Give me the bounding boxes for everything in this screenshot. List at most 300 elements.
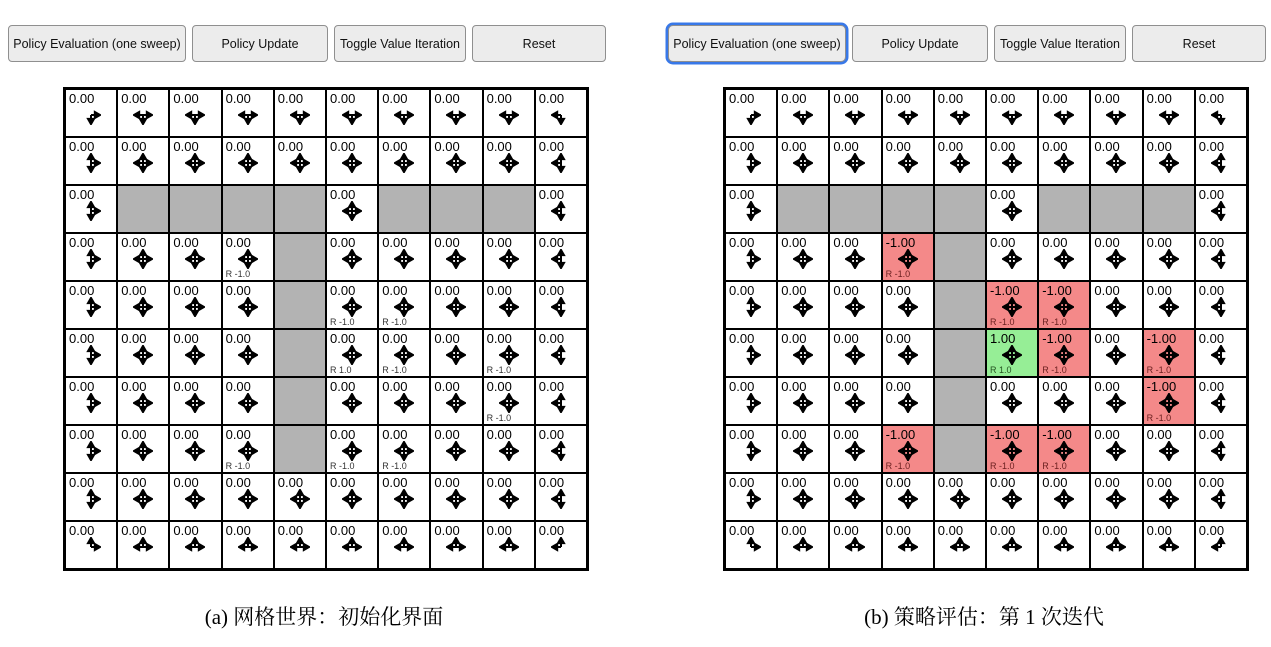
policy-arrows-icon [170,393,220,413]
cell-value: 0.00 [729,523,755,538]
policy-arrows-icon [327,345,377,365]
cell-value: 0.00 [225,523,251,538]
cell-value: 0.00 [434,475,460,490]
cell-value: 0.00 [538,427,565,442]
cell-value: 0.00 [781,523,807,538]
policy-arrows-icon [1091,345,1141,365]
cell-value: -1.00 [885,427,916,442]
cell-value: 0.00 [277,91,304,106]
policy-arrows-icon [726,345,776,365]
policy-arrows-icon [1196,249,1246,269]
cell-value: 0.00 [486,523,512,538]
policy-arrows-icon [1039,489,1089,509]
policy-arrows-icon [536,489,586,509]
cell-value: 0.00 [885,475,911,490]
policy-arrows-icon [935,537,985,557]
policy-arrows-icon [830,441,880,461]
gridworld-panel-b [723,87,1249,571]
state-cell [1143,233,1195,281]
state-cell [725,233,777,281]
cell-value: 0.00 [990,139,1016,154]
cell-value: -1.00 [990,283,1020,298]
cell-value: 0.00 [781,475,807,490]
policy-arrows-icon [118,489,168,509]
cell-value: 0.00 [1094,331,1120,346]
policy-arrows-icon [379,345,429,365]
state-cell [829,137,881,185]
state-cell [725,185,777,233]
state-cell [1195,233,1247,281]
cell-value: 0.00 [330,379,356,394]
cell-value: -1.00 [990,427,1020,442]
cell-value: 0.00 [382,91,408,106]
policy-arrows-icon [830,537,880,557]
cell-value: 0.00 [937,91,964,106]
cell-value: 0.00 [486,331,512,346]
cell-value: 0.00 [330,187,356,202]
policy-arrows-icon [484,489,534,509]
cell-value: 0.00 [434,379,460,394]
policy-arrows-icon [883,393,933,413]
cell-value: 0.00 [121,331,147,346]
cell-value: 0.00 [990,379,1016,394]
state-cell [986,473,1038,521]
cell-value: 0.00 [69,139,95,154]
cell-value: 0.00 [69,235,95,250]
policy-evaluation-button[interactable]: Policy Evaluation (one sweep) [8,25,186,62]
cell-value: 0.00 [1198,235,1225,250]
state-cell [117,89,169,137]
cell-value: 0.00 [729,427,755,442]
state-cell [326,425,378,473]
policy-arrows-icon [883,105,933,125]
cell-value: 0.00 [434,427,460,442]
policy-arrows-icon [726,105,776,125]
cell-value: 0.00 [1042,475,1068,490]
policy-arrows-icon [1091,153,1141,173]
state-cell [934,89,986,137]
state-cell [483,425,535,473]
state-cell [326,521,378,569]
wall-cell [934,233,986,281]
cell-value: 0.00 [1042,139,1068,154]
cell-value: 0.00 [382,475,408,490]
cell-value: 0.00 [781,283,807,298]
state-cell [1195,185,1247,233]
state-cell [430,377,482,425]
state-cell [725,377,777,425]
cell-value: 0.00 [833,139,859,154]
state-cell [222,89,274,137]
cell-value: 0.00 [990,91,1016,106]
policy-arrows-icon [935,105,985,125]
policy-arrows-icon [275,105,325,125]
reward-label: R -1.0 [990,461,1015,471]
cell-value: 0.00 [937,523,964,538]
state-cell [483,137,535,185]
cell-value: 0.00 [225,235,251,250]
state-cell [777,281,829,329]
state-cell [725,521,777,569]
policy-arrows-icon [223,249,273,269]
wall-cell [274,281,326,329]
state-cell [117,281,169,329]
cell-value: 0.00 [1146,235,1172,250]
reward-label: R -1.0 [885,269,911,279]
policy-arrows-icon [536,537,586,557]
state-cell [430,233,482,281]
policy-arrows-icon [170,345,220,365]
wall-cell [274,185,326,233]
cell-value: 0.00 [833,235,859,250]
cell-value: 0.00 [538,379,565,394]
policy-arrows-icon [935,153,985,173]
cell-value: 0.00 [121,91,147,106]
cell-value: 0.00 [69,427,95,442]
state-cell [378,329,430,377]
cell-value: 0.00 [1042,91,1068,106]
cell-value: 0.00 [69,379,95,394]
wall-cell [430,185,482,233]
cell-value: 0.00 [69,523,95,538]
policy-arrows-icon [536,345,586,365]
reward-label: R -1.0 [1042,461,1067,471]
state-cell [222,425,274,473]
state-cell [1038,521,1090,569]
policy-arrows-icon [1196,441,1246,461]
reward-label: R 1.0 [990,365,1012,375]
cell-value: -1.00 [1042,427,1072,442]
state-cell [829,329,881,377]
policy-arrows-icon [1039,297,1089,317]
policy-arrows-icon [327,489,377,509]
state-cell [378,281,430,329]
state-cell [1090,521,1142,569]
policy-arrows-icon [66,489,116,509]
cell-value: 0.00 [1198,139,1225,154]
policy-arrows-icon [379,249,429,269]
state-cell [535,89,587,137]
state-cell [222,137,274,185]
wall-cell [829,185,881,233]
policy-arrows-icon [778,393,828,413]
state-cell [117,377,169,425]
policy-arrows-icon [1196,105,1246,125]
cell-value: 0.00 [1198,475,1225,490]
state-cell [986,425,1038,473]
state-cell [725,425,777,473]
state-cell [430,425,482,473]
cell-value: 0.00 [781,139,807,154]
reward-label: R -1.0 [1146,365,1172,375]
state-cell [326,377,378,425]
policy-arrows-icon [778,345,828,365]
wall-cell [934,281,986,329]
state-cell [222,377,274,425]
policy-arrows-icon [118,153,168,173]
state-cell [1090,233,1142,281]
toggle-value-iteration-button[interactable]: Toggle Value Iteration [994,25,1126,62]
cell-value: 0.00 [382,139,408,154]
cell-value: 0.00 [486,139,512,154]
policy-arrows-icon [987,345,1037,365]
policy-arrows-icon [1144,489,1194,509]
policy-arrows-icon [726,153,776,173]
state-cell [378,521,430,569]
policy-arrows-icon [1091,105,1141,125]
state-cell [882,89,934,137]
policy-update-button[interactable]: Policy Update [192,25,328,62]
state-cell [117,521,169,569]
state-cell [169,521,221,569]
policy-arrows-icon [223,393,273,413]
gridworld-panel-a [63,87,589,571]
policy-arrows-icon [484,297,534,317]
cell-value: 0.00 [1094,91,1120,106]
policy-arrows-icon [66,153,116,173]
policy-arrows-icon [170,441,220,461]
cell-value: 0.00 [225,331,251,346]
policy-arrows-icon [327,537,377,557]
policy-arrows-icon [726,201,776,221]
policy-arrows-icon [536,441,586,461]
state-cell [274,521,326,569]
state-cell [1090,473,1142,521]
policy-arrows-icon [987,297,1037,317]
policy-arrows-icon [431,297,481,317]
policy-arrows-icon [1196,537,1246,557]
policy-arrows-icon [431,153,481,173]
cell-value: 0.00 [1146,139,1172,154]
cell-value: 0.00 [277,139,304,154]
wall-cell [274,233,326,281]
cell-value: 0.00 [225,427,251,442]
cell-value: 0.00 [173,283,199,298]
policy-arrows-icon [431,105,481,125]
wall-cell [483,185,535,233]
policy-arrows-icon [66,201,116,221]
state-cell [117,137,169,185]
state-cell [1143,425,1195,473]
policy-arrows-icon [431,441,481,461]
state-cell [1090,89,1142,137]
state-cell [326,89,378,137]
state-cell [882,137,934,185]
state-cell [169,89,221,137]
policy-arrows-icon [883,297,933,317]
reset-button[interactable]: Reset [1132,25,1266,62]
state-cell [430,281,482,329]
policy-arrows-icon [118,537,168,557]
cell-value: 0.00 [382,331,408,346]
cell-value: 0.00 [1146,475,1172,490]
state-cell [1038,233,1090,281]
policy-arrows-icon [431,489,481,509]
state-cell [65,137,117,185]
state-cell [535,473,587,521]
policy-arrows-icon [1091,297,1141,317]
policy-arrows-icon [1144,105,1194,125]
policy-arrows-icon [883,537,933,557]
state-cell [483,89,535,137]
cell-value: 0.00 [833,523,859,538]
state-cell [65,521,117,569]
toggle-value-iteration-button[interactable]: Toggle Value Iteration [334,25,466,62]
cell-value: 0.00 [781,91,807,106]
policy-arrows-icon [778,537,828,557]
cell-value: 0.00 [69,475,95,490]
state-cell [986,329,1038,377]
cell-value: 0.00 [69,91,95,106]
state-cell [535,233,587,281]
state-cell [1038,329,1090,377]
state-cell [378,89,430,137]
policy-arrows-icon [431,393,481,413]
state-cell [378,473,430,521]
cell-value: 0.00 [121,427,147,442]
policy-arrows-icon [327,297,377,317]
state-cell [169,329,221,377]
state-cell [1195,521,1247,569]
cell-value: 0.00 [330,235,356,250]
policy-arrows-icon [987,537,1037,557]
state-cell [65,473,117,521]
policy-arrows-icon [1196,489,1246,509]
policy-arrows-icon [1039,537,1089,557]
policy-arrows-icon [66,297,116,317]
state-cell [1038,473,1090,521]
state-cell [1143,137,1195,185]
cell-value: 0.00 [885,139,911,154]
state-cell [1038,137,1090,185]
state-cell [829,521,881,569]
policy-arrows-icon [1144,249,1194,269]
wall-cell [882,185,934,233]
policy-arrows-icon [327,201,377,221]
state-cell [65,233,117,281]
state-cell [777,425,829,473]
cell-value: 0.00 [937,139,964,154]
policy-arrows-icon [987,441,1037,461]
policy-arrows-icon [987,105,1037,125]
wall-cell [117,185,169,233]
cell-value: 0.00 [225,139,251,154]
state-cell [986,281,1038,329]
policy-arrows-icon [275,153,325,173]
wall-cell [274,329,326,377]
policy-arrows-icon [118,345,168,365]
cell-value: 0.00 [1094,475,1120,490]
cell-value: 0.00 [538,187,565,202]
policy-arrows-icon [170,537,220,557]
policy-arrows-icon [1039,441,1089,461]
cell-value: 0.00 [330,523,356,538]
toolbar-panel-a [8,25,606,62]
policy-arrows-icon [830,249,880,269]
wall-cell [1090,185,1142,233]
state-cell [378,137,430,185]
policy-arrows-icon [883,345,933,365]
state-cell [1195,137,1247,185]
state-cell [882,233,934,281]
reward-label: R 1.0 [330,365,352,375]
cell-value: 0.00 [434,331,460,346]
policy-evaluation-button[interactable]: Policy Evaluation (one sweep) [668,25,846,62]
policy-arrows-icon [484,105,534,125]
policy-arrows-icon [883,249,933,269]
state-cell [169,377,221,425]
policy-arrows-icon [1039,153,1089,173]
state-cell [326,137,378,185]
cell-value: 0.00 [486,283,512,298]
policy-update-button[interactable]: Policy Update [852,25,988,62]
wall-cell [934,377,986,425]
policy-arrows-icon [118,249,168,269]
state-cell [777,233,829,281]
policy-arrows-icon [1091,489,1141,509]
state-cell [117,329,169,377]
cell-value: 0.00 [434,235,460,250]
cell-value: 0.00 [833,475,859,490]
cell-value: 0.00 [173,139,199,154]
policy-arrows-icon [726,297,776,317]
policy-arrows-icon [778,153,828,173]
policy-arrows-icon [170,297,220,317]
cell-value: 0.00 [1094,283,1120,298]
wall-cell [378,185,430,233]
state-cell [986,377,1038,425]
cell-value: 0.00 [121,475,147,490]
cell-value: 0.00 [1094,379,1120,394]
reward-label: R -1.0 [382,365,407,375]
policy-arrows-icon [987,489,1037,509]
cell-value: 0.00 [1198,91,1225,106]
policy-arrows-icon [987,249,1037,269]
policy-arrows-icon [883,153,933,173]
cell-value: 0.00 [885,331,911,346]
policy-arrows-icon [1091,393,1141,413]
state-cell [1038,89,1090,137]
state-cell [326,473,378,521]
policy-arrows-icon [379,105,429,125]
state-cell [1038,281,1090,329]
cell-value: 0.00 [990,235,1016,250]
toolbar-panel-b [668,25,1266,62]
cell-value: 0.00 [1146,283,1172,298]
policy-arrows-icon [431,345,481,365]
state-cell [1038,425,1090,473]
cell-value: 0.00 [833,283,859,298]
policy-arrows-icon [830,153,880,173]
reset-button[interactable]: Reset [472,25,606,62]
state-cell [986,185,1038,233]
policy-arrows-icon [830,105,880,125]
policy-arrows-icon [118,105,168,125]
state-cell [222,473,274,521]
state-cell [535,185,587,233]
policy-arrows-icon [223,441,273,461]
reward-label: R -1.0 [225,461,251,471]
cell-value: 0.00 [1146,523,1172,538]
state-cell [986,521,1038,569]
state-cell [65,329,117,377]
policy-arrows-icon [379,441,429,461]
state-cell [430,137,482,185]
cell-value: 0.00 [1198,523,1225,538]
wall-cell [1038,185,1090,233]
policy-arrows-icon [66,537,116,557]
policy-arrows-icon [118,441,168,461]
